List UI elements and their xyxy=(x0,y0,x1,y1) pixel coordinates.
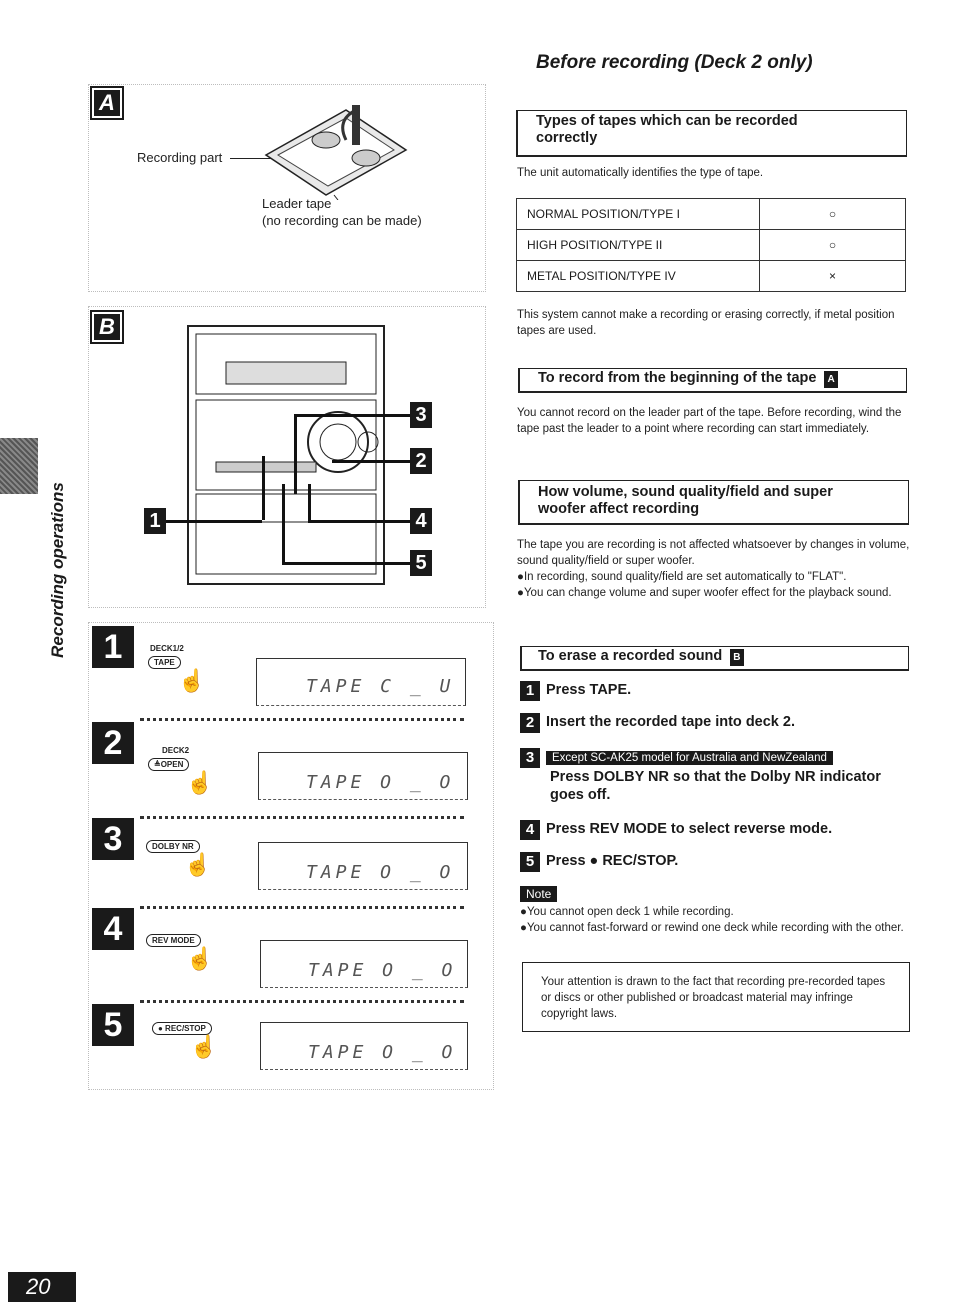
page-title: Before recording (Deck 2 only) xyxy=(536,52,813,73)
erase-step-4-text: Press REV MODE to select reverse mode. xyxy=(546,821,833,837)
erase-step-2-num: 2 xyxy=(520,713,540,733)
tape-button[interactable]: TAPE xyxy=(148,656,181,669)
erase-step-1-text: Press TAPE. xyxy=(546,682,632,698)
rev-mode-button[interactable]: REV MODE xyxy=(146,934,201,947)
leader-tape-note: (no recording can be made) xyxy=(262,213,422,228)
rec-stop-button[interactable]: ● REC/STOP xyxy=(152,1022,212,1035)
callout-line-5-v xyxy=(282,484,285,562)
step-2-display-text: TAPE O _ O xyxy=(306,772,455,793)
erase-heading-text: To erase a recorded sound xyxy=(538,648,723,664)
cassette-illustration xyxy=(256,100,416,200)
step-4-badge: 4 xyxy=(92,908,134,950)
finger-icon: ☝ xyxy=(186,946,214,971)
tape-mark: ○ xyxy=(760,230,906,261)
volume-body: The tape you are recording is not affected whatsoever by changes in volume, sound quality/field or super woofer. xyxy=(517,539,910,567)
tape-mark: ○ xyxy=(760,199,906,230)
recording-part-label: Recording part xyxy=(137,150,223,165)
step-4-display-text: TAPE O _ O xyxy=(308,960,457,981)
tape-type: HIGH POSITION/TYPE II xyxy=(517,230,760,261)
erase-step-3-banner: Except SC-AK25 model for Australia and NewZealand xyxy=(546,751,833,765)
step-3-display-text: TAPE O _ O xyxy=(306,862,455,883)
tape-mark: × xyxy=(760,261,906,292)
callout-line-4 xyxy=(308,520,410,523)
beginning-heading xyxy=(538,370,838,388)
copyright-text: Your attention is drawn to the fact that recording pre-recorded tapes or discs or other published or broadcast material may infringe copyright laws. xyxy=(541,976,886,1020)
beginning-body: You cannot record on the leader part of the tape. Before recording, wind the tape past the leader to a point where recording can start immediately. xyxy=(517,407,902,435)
panel-b-badge: B xyxy=(92,312,122,342)
erase-step-2 xyxy=(520,713,795,733)
table-row xyxy=(517,199,906,230)
callout-line-1 xyxy=(166,520,262,523)
finger-icon: ☝ xyxy=(178,668,206,693)
step-5-display-text: TAPE O _ O xyxy=(308,1042,457,1063)
callout-line-1-v xyxy=(262,456,265,520)
leader-tape-label: Leader tape xyxy=(262,196,332,211)
stereo-unit-illustration xyxy=(186,322,386,590)
table-row xyxy=(517,261,906,292)
side-section-label: Recording operations xyxy=(48,482,67,658)
beginning-heading-text: To record from the beginning of the tape xyxy=(538,370,817,386)
erase-heading xyxy=(538,648,744,666)
ref-badge-a: A xyxy=(824,371,837,388)
note-label: Note xyxy=(520,886,557,902)
note-bullet-2: ●You cannot fast-forward or rewind one deck while recording with the other. xyxy=(520,922,904,934)
callout-3: 3 xyxy=(410,402,432,428)
erase-step-1 xyxy=(520,681,631,701)
volume-bullet-1: ●In recording, sound quality/field are set automatically to "FLAT". xyxy=(517,571,847,583)
erase-step-5 xyxy=(520,852,678,872)
callout-2: 2 xyxy=(410,448,432,474)
page-number: 20 xyxy=(26,1274,51,1299)
step-2-button-caption: DECK2 xyxy=(162,746,190,755)
callout-5: 5 xyxy=(410,550,432,576)
dolby-nr-button[interactable]: DOLBY NR xyxy=(146,840,200,853)
tape-types-table xyxy=(516,198,906,292)
panel-a-badge: A xyxy=(92,88,122,118)
step-1-button-caption: DECK1/2 xyxy=(150,644,184,653)
erase-step-5-num: 5 xyxy=(520,852,540,872)
ref-badge-b: B xyxy=(730,649,743,666)
erase-step-3-text: Press DOLBY NR so that the Dolby NR indicator goes off. xyxy=(550,769,881,803)
callout-line-3 xyxy=(294,414,410,417)
finger-icon: ☝ xyxy=(184,852,212,877)
step-divider-1 xyxy=(140,718,464,721)
step-3-badge: 3 xyxy=(92,818,134,860)
step-divider-4 xyxy=(140,1000,464,1003)
side-tab-marker xyxy=(0,438,38,494)
step-divider-3 xyxy=(140,906,464,909)
callout-4: 4 xyxy=(410,508,432,534)
table-row xyxy=(517,230,906,261)
step-5-badge: 5 xyxy=(92,1004,134,1046)
step-1-badge: 1 xyxy=(92,626,134,668)
callout-line-5 xyxy=(282,562,410,565)
erase-step-1-num: 1 xyxy=(520,681,540,701)
callout-line-2 xyxy=(332,460,410,463)
volume-bullet-2: ●You can change volume and super woofer effect for the playback sound. xyxy=(517,587,892,599)
open-button[interactable]: ≜OPEN xyxy=(148,758,189,771)
callout-line-3-v xyxy=(294,414,297,494)
finger-icon: ☝ xyxy=(190,1034,218,1059)
erase-step-4-num: 4 xyxy=(520,820,540,840)
erase-step-4 xyxy=(520,820,832,840)
erase-step-3 xyxy=(520,748,833,768)
tape-type: METAL POSITION/TYPE IV xyxy=(517,261,760,292)
callout-line-4-v xyxy=(308,484,311,520)
step-2-badge: 2 xyxy=(92,722,134,764)
types-note: This system cannot make a recording or erasing correctly, if metal position tapes are used. xyxy=(517,309,895,337)
step-divider-2 xyxy=(140,816,464,819)
volume-heading: How volume, sound quality/field and super woofer affect recording xyxy=(538,484,833,517)
callout-1: 1 xyxy=(144,508,166,534)
types-heading: Types of tapes which can be recorded correctly xyxy=(536,113,798,146)
erase-step-2-text: Insert the recorded tape into deck 2. xyxy=(546,714,795,730)
step-1-display-text: TAPE C _ U xyxy=(306,676,455,697)
tape-type: NORMAL POSITION/TYPE I xyxy=(517,199,760,230)
erase-step-5-text: Press ● REC/STOP. xyxy=(546,853,679,869)
finger-icon: ☝ xyxy=(186,770,214,795)
erase-step-3-num: 3 xyxy=(520,748,540,768)
types-intro: The unit automatically identifies the type of tape. xyxy=(517,167,764,179)
note-bullet-1: ●You cannot open deck 1 while recording. xyxy=(520,906,734,918)
